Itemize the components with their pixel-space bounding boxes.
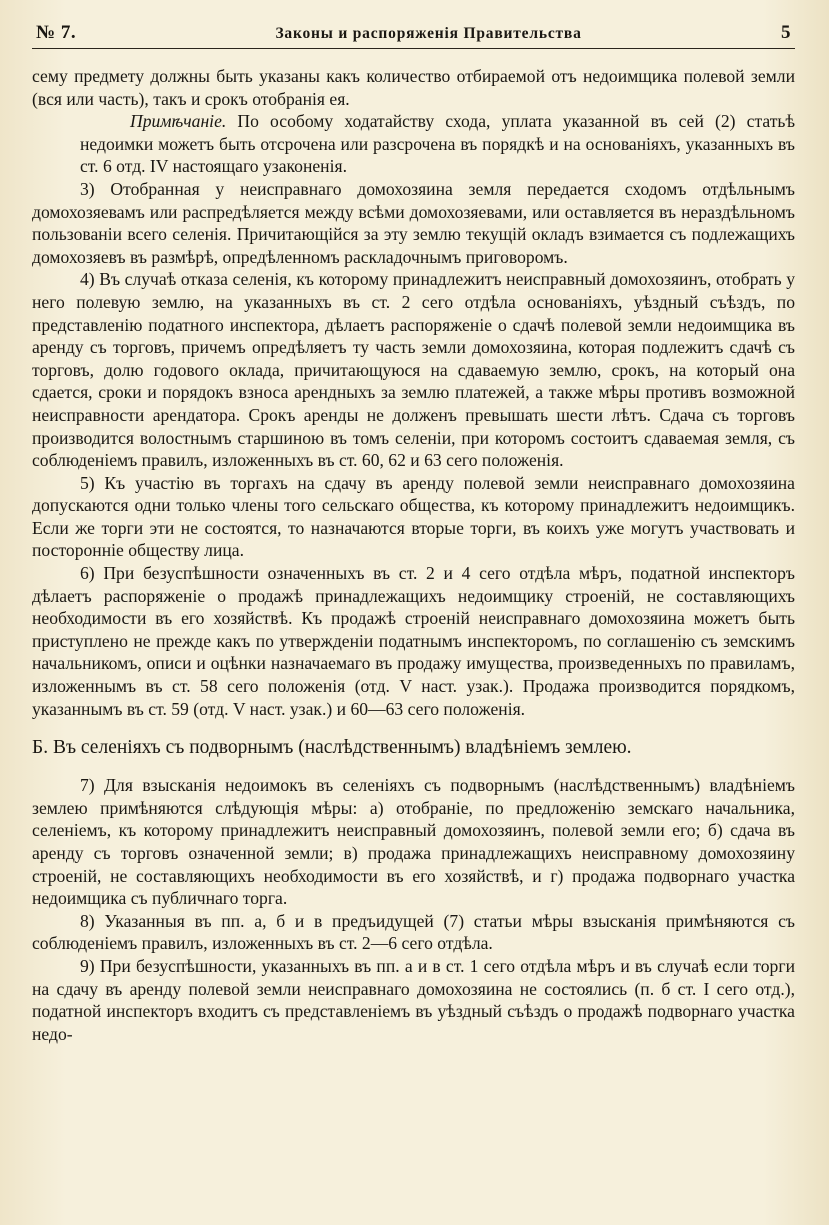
paragraph-5: 5) Къ участію въ торгахъ на сдачу въ аренду полевой земли неисправнаго домохозяина допускаются одни только члены того сельскаго общества, къ которому принадлежитъ недоимщикъ. Если же торги эти не состоятся, то назначаются вторые торги, въ коихъ уже могутъ участвовать и посторонніе обществу лица. <box>32 472 795 561</box>
issue-number: № 7. <box>36 22 77 43</box>
paragraph-4: 4) Въ случаѣ отказа селенія, къ которому принадлежитъ неисправный домохозяинъ, отобрать у него полевую землю, на указанныхъ въ ст. 2 сего отдѣла основаніяхъ, уѣздный съѣздъ, по представленію податного инспектора, дѣлаетъ распоряженіе о сдачѣ полевой земли недоимщика въ аренду съ торговъ, причемъ опредѣляетъ ту часть земли домохозяина, которая подлежитъ сдачѣ съ торговъ, долю годового оклада, причитающуюся на сдаваемую землю, срокъ, на который она сдается, сроки и порядокъ взноса арендныхъ за землю платежей, а также мѣры противъ возможной неисправности арендатора. Срокъ аренды не долженъ превышать шести лѣтъ. Сдача съ торговъ производится волостнымъ старшиною въ томъ селеніи, при которомъ состоитъ сдаваемая земля, съ соблюденіемъ правилъ, изложенныхъ въ ст. 60, 62 и 63 сего положенія. <box>32 269 795 471</box>
paragraph-3: 3) Отобранная у неисправнаго домохозяина земля передается сходомъ отдѣльнымъ домохозяевамъ или распредѣляется между всѣми домохозяевами, или оставляется въ нераздѣльномъ пользованіи всего селенія. Причитающійся за эту землю текущій окладъ взимается съ подлежащихъ домохозяевъ въ размѣрѣ, опредѣленномъ раскладочнымъ приговоромъ. <box>32 178 795 267</box>
paragraph-6: 6) При безуспѣшности означенныхъ въ ст. 2 и 4 сего отдѣла мѣръ, податной инспекторъ дѣлаетъ распоряженіе о продажѣ принадлежащихъ недоимщику строеній, не составляющихъ необходимости въ его хозяйствѣ. Къ продажѣ строеній неисправнаго домохозяина можетъ быть приступлено не прежде какъ по утвержденіи податнымъ инспекторомъ, по соглашенію съ земскимъ начальникомъ, описи и оцѣнки назначаемаго въ продажу имущества, произведенныхъ по правиламъ, изложеннымъ въ ст. 58 сего положенія (отд. V наст. узак.). Продажа производится порядкомъ, указаннымъ въ ст. 59 (отд. V наст. узак.) и 60—63 сего положенія. <box>32 563 795 719</box>
paragraph-9: 9) При безуспѣшности, указанныхъ въ пп. а и в ст. 1 сего отдѣла мѣръ и въ случаѣ если торги на сдачу въ аренду полевой земли неисправнаго домохозяина не состоялись (п. б ст. I сего отд.), податной инспекторъ входитъ съ представленіемъ въ уѣздный съѣздъ о продажѣ подворнаго участка недо- <box>32 955 795 1044</box>
paragraph-8: 8) Указанныя въ пп. а, б и в предъидущей (7) статьи мѣры взысканія примѣняются съ соблюденіемъ правилъ, изложенныхъ въ ст. 2—6 сего отдѣла. <box>32 910 795 954</box>
note-label: Примѣчаніе. <box>130 111 227 132</box>
section-heading: Б. Въ селеніяхъ съ подворнымъ (наслѣдственнымъ) владѣніемъ землею. <box>32 737 632 759</box>
page-number: 5 <box>780 22 791 43</box>
note-text: По особому ходатайству схода, уплата указанной въ сей (2) статьѣ недоимки можетъ быть отсрочена или разсрочена въ порядкѣ и на основаніяхъ, указанныхъ въ ст. 6 отд. IV настоящаго узаконенія. <box>80 111 795 177</box>
paragraph-continuation: сему предмету должны быть указаны какъ количество отбираемой отъ недоимщика полевой земли (вся или часть), такъ и срокъ отобранія ея. <box>32 66 795 109</box>
page-body <box>32 65 795 1045</box>
note-paragraph <box>80 110 795 178</box>
paragraph-7: 7) Для взысканія недоимокъ въ селеніяхъ съ подворнымъ (наслѣдственнымъ) владѣніемъ землею примѣняются слѣдующія мѣры: а) отобраніе, по предложенію земскаго начальника, селеніемъ, къ которому принадлежитъ неисправный домохозяинъ, полевой земли его; б) сдача въ аренду съ торговъ означенной земли; в) продажа принадлежащихъ неисправному домохозяину строеній, не составляющихъ необходимости въ его хозяйствѣ, и г) продажа подворнаго участка недоимщика съ публичнаго торга. <box>32 775 795 909</box>
page-header <box>32 22 795 49</box>
running-title: Законы и распоряженія Правительства <box>275 25 582 42</box>
